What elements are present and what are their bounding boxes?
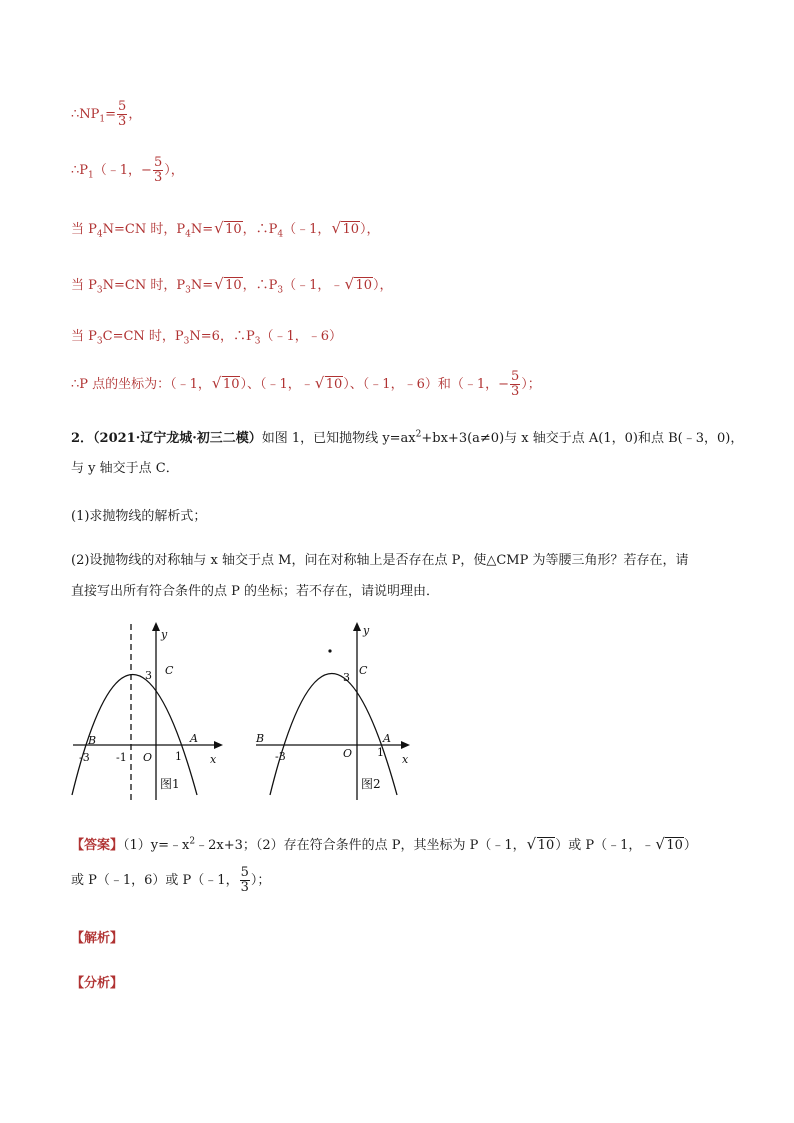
question-1: (1)求抛物线的解析式； — [71, 509, 207, 524]
a-label: A — [190, 732, 198, 745]
solution-line-p3a: 当 $P_3N=CN$ 时，$P_3N=$ √ 10，$\therefore P_3(﹣1$，﹣ √ 10）， — [71, 275, 393, 296]
tick-1: 1 — [175, 750, 182, 763]
caption: 图1 — [160, 777, 180, 791]
origin-label: O — [143, 751, 153, 764]
question-2-line1: (2)设抛物线的对称轴与 x 轴交于点 M，问在对称轴上是否存在点 P，使△CMP 为等腰三角形？若存在，请 — [71, 553, 689, 568]
tick-3: 3 — [145, 669, 152, 682]
origin-label: O — [343, 747, 353, 760]
sqrt: √ 10 — [214, 219, 242, 237]
x-label: x — [210, 753, 217, 766]
y-label: y — [161, 628, 168, 641]
sqrt: √ 10 — [211, 374, 240, 392]
answer-tag: 【答案】 — [71, 838, 124, 853]
tick-3: 3 — [343, 671, 350, 684]
figure-1 — [70, 618, 230, 803]
solution-line-p4: 当 $P_4N=CN$ 时，$P_4N=$ √ 10，$\therefore P_4(﹣1$， √ 10）， — [71, 219, 380, 240]
solution-line-p3b: 当 $P_3C=CN$ 时，$P_3N=6$，$\therefore P_3(﹣1$，﹣6） — [71, 329, 342, 347]
sqrt: √ 10 — [214, 275, 242, 293]
x-axis-arrow — [214, 741, 223, 749]
sqrt: √ 10 — [344, 275, 372, 293]
sqrt: √ 10 — [655, 835, 683, 853]
fraction: $\frac{5}{3}$ — [240, 865, 249, 895]
fraction: $\frac{5}{3}$ — [153, 155, 163, 185]
answer-line2: 或 P（﹣1，6）或 P（﹣1， $\frac{5}{3}$ ）； — [71, 865, 271, 895]
c-label: C — [359, 664, 368, 677]
x-label: x — [402, 753, 409, 766]
b-label: B — [256, 732, 265, 745]
figure-2 — [253, 618, 418, 803]
b-label: B — [88, 734, 97, 747]
answer-line1: 【答案】$(1)y=﹣x^2﹣2x+3$；（2）存在符合条件的点 P，其坐标为 P（﹣1， √ 10）或 P（﹣1，﹣ √ 10） — [71, 835, 697, 853]
solution-line-summary: ∴P 点的坐标为：（﹣1， √ 10）、（﹣1，﹣ √ 10）、（﹣1，﹣6）和（﹣1，− $\frac{5}{3}$ ）； — [71, 369, 541, 399]
c-label: C — [165, 664, 174, 677]
sqrt: √ 10 — [331, 219, 359, 237]
tick-neg3: -3 — [79, 751, 90, 764]
problem-statement-line1: 2．（2021·辽宁龙城·初三二模）如图 1，已知抛物线 $y=ax^2+bx+3(a\ne 0)$与 x 轴交于点 A(1，0)和点 B(﹣3，0)， — [71, 429, 744, 446]
caption: 图2 — [361, 777, 381, 791]
y-axis-arrow — [152, 622, 160, 631]
a-label: A — [383, 732, 391, 745]
solution-line-p1: $\therefore P_1(﹣1$，− $\frac{5}{3}$ ）， — [71, 155, 184, 185]
x-axis-arrow — [401, 741, 410, 749]
tick-neg1: -1 — [116, 751, 127, 764]
fraction: $\frac{5}{3}$ — [511, 369, 520, 399]
tick-neg3: -3 — [275, 750, 286, 763]
analysis-tag: 【解析】 — [71, 931, 124, 946]
y-label: y — [363, 624, 370, 637]
analysis-sub-tag: 【分析】 — [71, 976, 124, 991]
vertex-point — [328, 649, 331, 652]
solution-line-np1: $\therefore NP_1=$ $\frac{5}{3}$ ， — [71, 99, 142, 129]
fraction: $\frac{5}{3}$ — [118, 99, 127, 129]
tick-1: 1 — [377, 746, 384, 759]
question-2-line2: 直接写出所有符合条件的点 P 的坐标；若不存在，请说明理由． — [71, 584, 440, 599]
sqrt: √ 10 — [526, 835, 555, 853]
problem-number: 2．（2021·辽宁龙城·初三二模） — [71, 431, 262, 446]
problem-statement-line2: 与 y 轴交于点 C． — [71, 461, 179, 476]
sqrt: √ 10 — [314, 374, 343, 392]
y-axis-arrow — [353, 622, 361, 631]
